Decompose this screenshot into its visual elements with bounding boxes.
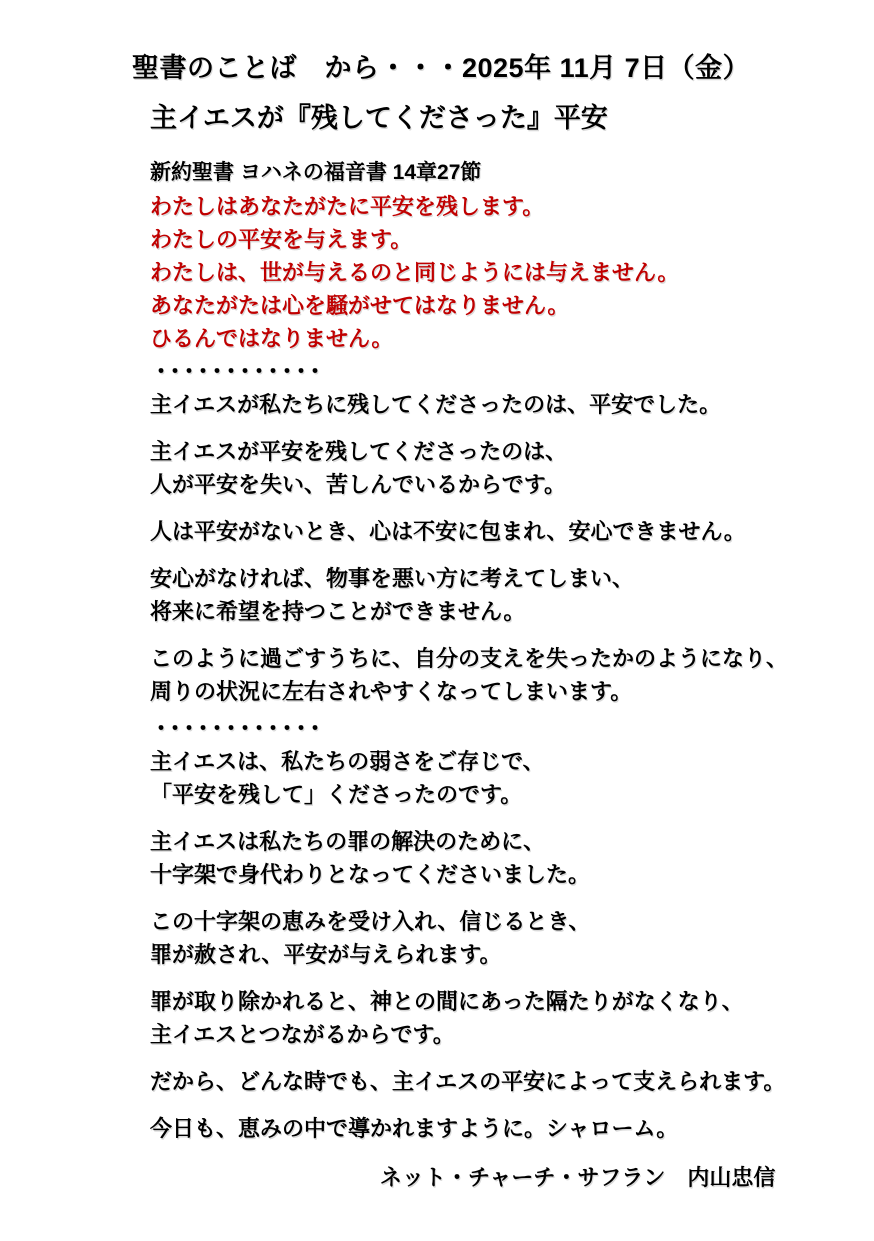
body-paragraph xyxy=(150,642,844,708)
verse-line: ひるんではなりません。 xyxy=(150,326,394,351)
body-paragraph xyxy=(150,1065,844,1098)
body-paragraph xyxy=(150,1112,844,1145)
paragraph-line: 今日も、恵みの中で導かれますように。シャローム。 xyxy=(150,1116,679,1141)
paragraph-line: 安心がなければ、物事を悪い方に考えてしまい、 xyxy=(150,566,635,591)
paragraph-line: この十字架の恵みを受け入れ、信じるとき、 xyxy=(150,909,591,934)
paragraph-line: だから、どんな時でも、主イエスの平安によって支えられます。 xyxy=(150,1069,786,1094)
paragraph-line: 周りの状況に左右されやすくなってしまいます。 xyxy=(150,679,633,704)
paragraph-line: 将来に希望を持つことができません。 xyxy=(150,599,526,624)
body-paragraph xyxy=(150,985,844,1051)
page-title: 聖書のことば から・・・2025年 11月 7日（金） xyxy=(132,53,751,83)
body-paragraph xyxy=(150,745,844,811)
verse-line: わたしは、世が与えるのと同じようには与えません。 xyxy=(150,260,680,285)
verse-line: わたしはあなたがたに平安を残します。 xyxy=(150,194,545,219)
paragraph-line: 人が平安を失い、苦しんでいるからです。 xyxy=(150,472,567,497)
verse-line: あなたがたは心を騒がせてはなりません。 xyxy=(150,293,570,318)
paragraph-line: 主イエスが平安を残してくださったのは、 xyxy=(150,439,568,464)
paragraph-line: 主イエスは私たちの罪の解決のために、 xyxy=(150,829,546,854)
page-subtitle: 主イエスが『残してくださった』平安 xyxy=(150,103,608,133)
scripture-reference: 新約聖書 ヨハネの福音書 14章27節 xyxy=(150,161,482,184)
paragraph-line: このように過ごすうちに、自分の支えを失ったかのようになり、 xyxy=(150,646,789,671)
body-paragraph xyxy=(150,905,844,971)
paragraph-line: 十字架で身代わりとなってくださいました。 xyxy=(150,862,591,887)
body-paragraph xyxy=(150,825,844,891)
scripture-verse-block xyxy=(150,190,844,355)
paragraph-line: 主イエスは、私たちの弱さをご存じで、 xyxy=(150,749,545,774)
paragraph-line: 罪が赦され、平安が与えられます。 xyxy=(150,942,502,967)
paragraph-line: 罪が取り除かれると、神との間にあった隔たりがなくなり、 xyxy=(150,989,744,1014)
paragraph-line: 「平安を残して」くださったのです。 xyxy=(150,782,523,807)
dots-divider: ・・・・・・・・・・・・ xyxy=(150,716,319,741)
body-paragraph xyxy=(150,388,844,421)
dots-divider: ・・・・・・・・・・・・ xyxy=(150,359,319,384)
verse-line: わたしの平安を与えます。 xyxy=(150,227,413,252)
paragraph-line: 主イエスとつながるからです。 xyxy=(150,1022,455,1047)
signature: ネット・チャーチ・サフラン 内山忠信 xyxy=(380,1165,776,1190)
body-paragraph xyxy=(150,435,844,501)
body-paragraph xyxy=(150,562,844,628)
body-paragraph xyxy=(150,515,844,548)
paragraph-line: 人は平安がないとき、心は不安に包まれ、安心できません。 xyxy=(150,519,746,544)
paragraph-line: 主イエスが私たちに残してくださったのは、平安でした。 xyxy=(150,392,722,417)
